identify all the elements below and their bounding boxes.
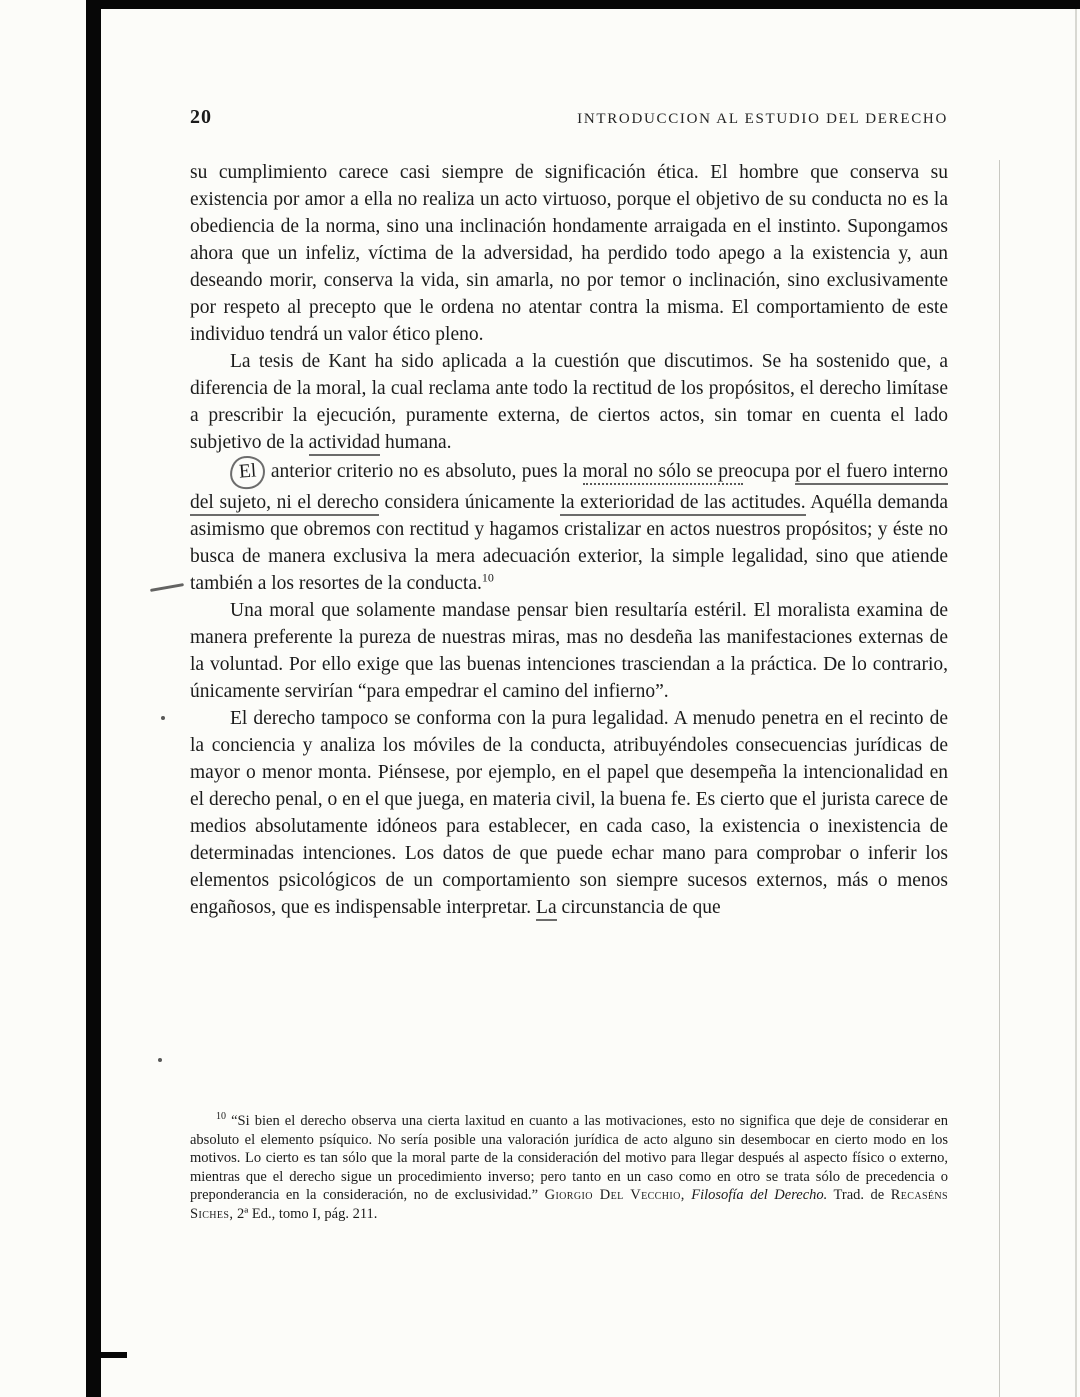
scan-border-left — [86, 0, 101, 1397]
scan-border-top — [86, 0, 1080, 9]
footnote-work-title: Filosofía del Derecho. — [691, 1187, 828, 1203]
page-number: 20 — [190, 106, 212, 128]
running-header-title: INTRODUCCION AL ESTUDIO DEL DERECHO — [577, 111, 948, 127]
pen-margin-dot-2 — [158, 1058, 162, 1062]
paragraph-2 — [190, 348, 948, 456]
paragraph-5 — [190, 705, 948, 921]
footnote-translator: Recaséns Siches, — [190, 1187, 949, 1222]
scan-edge-right — [1075, 9, 1077, 1397]
paragraph-5-text-end: circunstancia de que — [556, 897, 721, 918]
pen-underline-fuero-interno: por el fuero interno del sujeto, ni el derecho — [190, 461, 948, 516]
pen-margin-dot-1 — [161, 716, 165, 720]
paragraph-3-text-2: ocupa — [743, 461, 796, 482]
paragraph-3-text-3: considera únicamente — [378, 492, 561, 513]
paragraph-3 — [190, 456, 948, 597]
footnote-reference: 10 — [481, 570, 494, 585]
paragraph-2-text: La tesis de Kant ha sido aplicada a la cuestión que discutimos. Se ha sostenido que, a diferencia de la moral, la cual reclama ante todo la rectitud de los propósitos, el derecho limítase a prescribir la ejecución, puramente externa, de ciertos actos, sin tomar en cuenta el lado subjetivo de la — [190, 351, 948, 453]
page-edge-shadow — [999, 160, 1000, 1397]
pen-circled-word: El — [229, 455, 267, 490]
scan-border-bottom-tick — [101, 1352, 127, 1358]
footnote-tail: 2ª Ed., tomo I, pág. 211. — [237, 1205, 378, 1222]
paragraph-4: Una moral que solamente mandase pensar bien resultaría estéril. El moralista examina de manera preferente la pureza de nuestras miras, mas no desdeña las manifestaciones externas de la voluntad. Por ello exige que las buenas intenciones trasciendan a la práctica. De lo contrario, únicamente servirían “para empedrar el camino del infierno”. — [190, 600, 948, 702]
pen-underline-actividad: actividad — [309, 432, 380, 456]
pen-underline-exterioridad: la exterioridad de las actitudes. — [560, 492, 805, 516]
footnote-marker: 10 — [216, 1111, 226, 1123]
paragraph-3-text-4: Aquélla demanda asimismo que obremos con rectitud y hagamos cristalizar en actos nuestros propósitos; y éste no busca de manera exclusiva la mera adecuación exterior, la simple legalidad, sino que atiende también a los resortes de la conducta. — [190, 492, 948, 594]
paragraph-2-text-end: humana. — [380, 432, 452, 453]
footnote-quote: “Si bien el derecho observa una cierta laxitud en cuanto a las motivaciones, esto no significa que deje de considerar en absoluto el elemento psíquico. No sería posible una valoración jurídica de acto alguno sin desembocar en cierto modo en los motivos. Lo cierto es tan sólo que la moral parte de la consideración del motivo para llegar después al aspecto físico o externo, mientras que el derecho sigue un procedimiento inverso; pero tanto en un caso como en otro se trata sólo de precedencia o preponderancia en la consideración, no de exclusividad.” — [190, 1113, 948, 1203]
pen-underline-la: La — [536, 897, 557, 921]
footnote-block — [190, 1112, 948, 1223]
paragraph-3-text-1: anterior criterio no es absoluto, pues la — [265, 461, 583, 482]
pen-dotted-underline: moral no sólo se pre — [583, 461, 744, 485]
paragraph-1: su cumplimiento carece casi siempre de significación ética. El hombre que conserva su existencia por amor a ella no realiza un acto virtuoso, porque el objetivo de su conducta no es la obediencia de la norma, sino una inclinación hondamente arraigada en el instinto. Supongamos ahora que un infeliz, víctima de la adversidad, ha perdido todo apego a la existencia y, aun deseando morir, conserva la vida, sin amarla, no por temor o inclinación, sino exclusivamente por respeto al precepto que le ordena no atentar contra la misma. El comportamiento de este individuo tendrá un valor ético pleno. — [190, 162, 948, 345]
footnote-10 — [190, 1112, 948, 1223]
footnote-author: Giorgio Del Vecchio, — [544, 1187, 685, 1203]
footnote-trad-label: Trad. de — [833, 1187, 885, 1203]
paragraph-5-text: El derecho tampoco se conforma con la pura legalidad. A menudo penetra en el recinto de la conciencia y analiza los móviles de la conducta, atribuyéndoles consecuencias jurídicas de mayor o menor monta. Piénsese, por ejemplo, en el papel que desempeña la intencionalidad en el derecho penal, o en el que juega, en materia civil, la buena fe. Es cierto que el jurista carece de medios absolutamente idóneos para establecer, en cada caso, la existencia o inexistencia de determinadas intenciones. Los datos de que puede echar mano para comprobar o inferir los elementos psicológicos de un comportamiento son siempre sucesos externos, más o menos engañosos, que es indispensable interpretar. — [190, 708, 948, 918]
page-content — [190, 106, 948, 921]
pen-margin-dash — [150, 583, 184, 592]
running-head — [190, 106, 948, 129]
